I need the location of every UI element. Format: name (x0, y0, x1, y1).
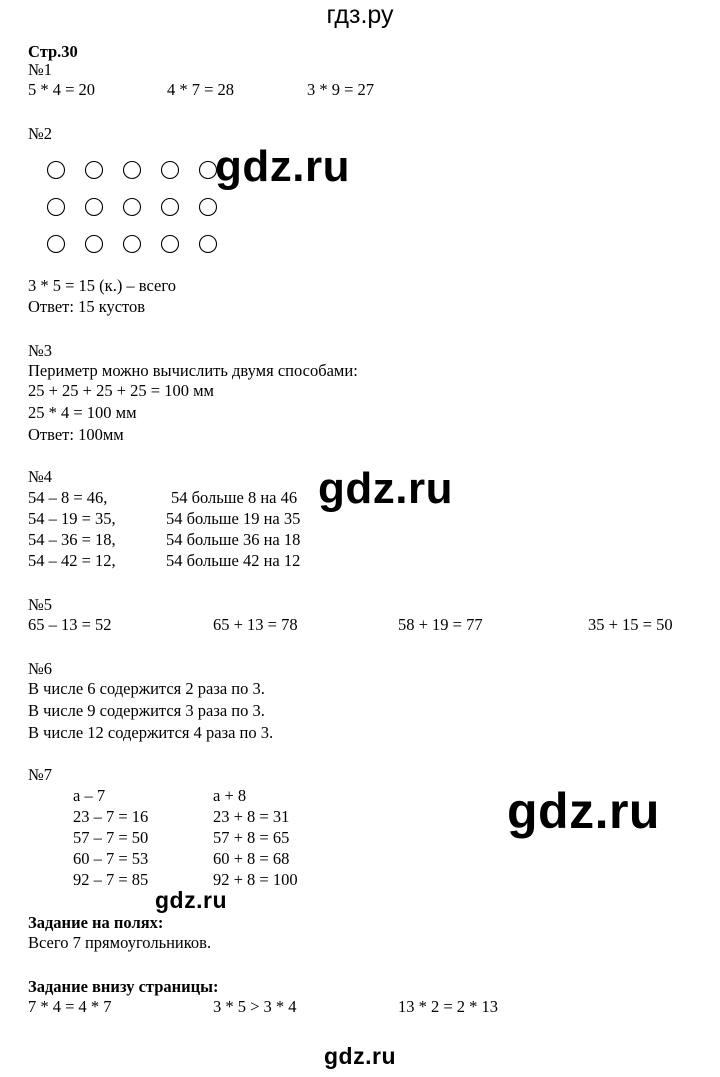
task-2-answer: Ответ: 15 кустов (28, 297, 146, 316)
bush-circle (124, 199, 141, 216)
bush-circle (200, 236, 217, 253)
task-5-item: 65 – 13 = 52 (28, 615, 112, 634)
task-1-item: 4 * 7 = 28 (167, 80, 235, 99)
bush-circle (200, 199, 217, 216)
bottom-task-item: 7 * 4 = 4 * 7 (28, 997, 112, 1016)
bush-circle (86, 162, 103, 179)
task-4-expr: 54 – 8 = 46, (28, 488, 108, 507)
task-7-expr: 57 – 7 = 50 (73, 828, 149, 847)
bush-circle (86, 199, 103, 216)
task-1-item: 5 * 4 = 20 (28, 80, 96, 99)
bottom-task-item: 13 * 2 = 2 * 13 (398, 997, 499, 1016)
task-4-expr: 54 – 19 = 35, (28, 509, 116, 528)
task-6-line: В числе 9 содержится 3 раза по 3. (28, 701, 265, 720)
site-header: гдз.ру (326, 1, 394, 29)
task-4-label: №4 (28, 467, 52, 486)
bush-circle (162, 162, 179, 179)
task-1-item: 3 * 9 = 27 (307, 80, 375, 99)
bush-circle (48, 199, 65, 216)
watermark: gdz.ru (318, 464, 453, 513)
bush-circle (200, 162, 217, 179)
task-7-expr: 92 + 8 = 100 (213, 870, 298, 889)
task-7-expr: 60 + 8 = 68 (213, 849, 290, 868)
watermark: gdz.ru (155, 887, 227, 913)
bush-circles-grid (46, 158, 226, 258)
task-6-line: В числе 6 содержится 2 раза по 3. (28, 679, 265, 698)
task-4-compare: 54 больше 36 на 18 (166, 530, 301, 549)
task-2-label: №2 (28, 124, 52, 143)
task-4-expr: 54 – 36 = 18, (28, 530, 116, 549)
task-5-item: 65 + 13 = 78 (213, 615, 298, 634)
task-7-expr: 57 + 8 = 65 (213, 828, 290, 847)
task-1-label: №1 (28, 60, 52, 79)
bush-circle (162, 199, 179, 216)
task-4-compare: 54 больше 42 на 12 (166, 551, 301, 570)
task-3-line: Периметр можно вычислить двумя способами: (28, 361, 358, 380)
bush-circle (124, 162, 141, 179)
circles-svg (46, 158, 226, 258)
task-7-label: №7 (28, 765, 52, 784)
task-5-item: 58 + 19 = 77 (398, 615, 483, 634)
task-3-line: 25 * 4 = 100 мм (28, 403, 137, 422)
task-7-expr: 60 – 7 = 53 (73, 849, 149, 868)
bush-circle (86, 236, 103, 253)
task-7-header: а – 7 (73, 786, 106, 805)
margin-task-text: Всего 7 прямоугольников. (28, 933, 212, 952)
task-7-expr: 23 + 8 = 31 (213, 807, 290, 826)
task-4-compare: 54 больше 19 на 35 (166, 509, 301, 528)
bush-circle (48, 162, 65, 179)
task-7-header: а + 8 (213, 786, 247, 805)
task-2-calc: 3 * 5 = 15 (к.) – всего (28, 276, 176, 295)
page-number: Стр.30 (28, 42, 78, 61)
bottom-task-title: Задание внизу страницы: (28, 977, 219, 996)
margin-task-title: Задание на полях: (28, 913, 164, 932)
task-7-expr: 92 – 7 = 85 (73, 870, 149, 889)
bush-circle (162, 236, 179, 253)
watermark: gdz.ru (215, 142, 350, 191)
bottom-task-item: 3 * 5 > 3 * 4 (213, 997, 297, 1016)
task-3-line: 25 + 25 + 25 + 25 = 100 мм (28, 381, 214, 400)
watermark: gdz.ru (507, 783, 660, 839)
task-6-label: №6 (28, 659, 52, 678)
task-5-label: №5 (28, 595, 52, 614)
task-3-line: Ответ: 100мм (28, 425, 124, 444)
task-3-label: №3 (28, 341, 52, 360)
bush-circle (48, 236, 65, 253)
task-6-line: В числе 12 содержится 4 раза по 3. (28, 723, 274, 742)
task-5-item: 35 + 15 = 50 (588, 615, 673, 634)
task-4-compare: 54 больше 8 на 46 (171, 488, 298, 507)
task-7-expr: 23 – 7 = 16 (73, 807, 149, 826)
task-4-expr: 54 – 42 = 12, (28, 551, 116, 570)
bush-circle (124, 236, 141, 253)
watermark: gdz.ru (324, 1043, 396, 1069)
